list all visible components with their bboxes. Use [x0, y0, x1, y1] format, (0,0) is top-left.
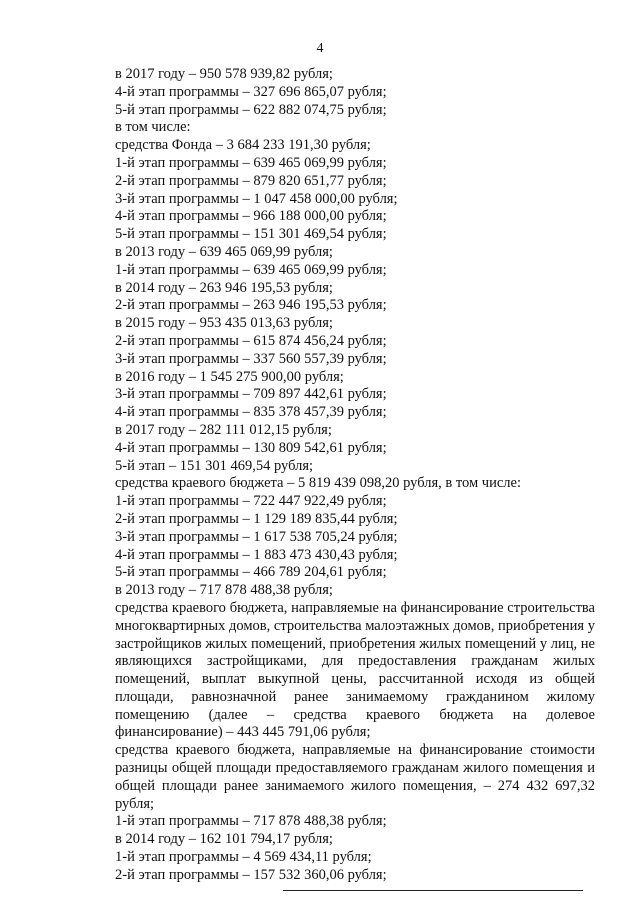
- text-line: 2-й этап программы – 263 946 195,53 рубля;: [115, 297, 387, 314]
- text-line: 3-й этап программы – 709 897 442,61 рубля;: [115, 386, 387, 403]
- paragraph-shared-funding: средства краевого бюджета, направляемые на финансирование строительства многоквартирных домов, строительства малоэтажных домов, приобретения у застройщиков жилых помещений, приобретения жилых помещений у лиц, не являющихся застройщиками, для предоставления гражданам жилых помещений, выплат выкупной цены, рассчитанной исходя из общей площади, равнозначной ранее занимаемому гражданином жилому помещению (далее – средства краевого бюджета на долевое финансирование) – 443 445 791,06 рубля;: [115, 599, 595, 741]
- text-line: в 2016 году – 1 545 275 900,00 рубля;: [115, 368, 344, 385]
- text-line: 1-й этап программы – 4 569 434,11 рубля;: [115, 849, 372, 866]
- text-line: 3-й этап программы – 337 560 557,39 рубля;: [115, 350, 387, 367]
- text-line: 1-й этап программы – 639 465 069,99 рубля;: [115, 261, 387, 278]
- text-line: в 2017 году – 950 578 939,82 рубля;: [115, 66, 333, 82]
- text-line: 3-й этап программы – 1 617 538 705,24 рубля;: [115, 528, 398, 545]
- text-line: 2-й этап программы – 1 129 189 835,44 рубля;: [115, 510, 398, 527]
- text-line: 4-й этап программы – 835 378 457,39 рубля;: [115, 404, 387, 421]
- page-number: 4: [316, 41, 324, 56]
- text-line: 4-й этап программы – 327 696 865,07 рубля;: [115, 83, 387, 100]
- text-line: 3-й этап программы – 1 047 458 000,00 рубля;: [115, 190, 398, 207]
- text-line: 4-й этап программы – 966 188 000,00 рубля;: [115, 208, 387, 225]
- text-line: 5-й этап программы – 466 789 204,61 рубля;: [115, 564, 387, 581]
- text-line: в 2017 году – 282 111 012,15 рубля;: [115, 421, 332, 438]
- text-line: в 2014 году – 162 101 794,17 рубля;: [115, 831, 333, 848]
- text-line: 5-й этап программы – 622 882 074,75 рубля;: [115, 101, 387, 118]
- text-line: 2-й этап программы – 157 532 360,06 рубля;: [115, 866, 387, 883]
- text-line: средства краевого бюджета – 5 819 439 098,20 рубля, в том числе:: [115, 475, 521, 492]
- text-line: в 2013 году – 717 878 488,38 рубля;: [115, 582, 333, 599]
- text-line: 4-й этап программы – 130 809 542,61 рубля;: [115, 439, 387, 456]
- text-line: 5-й этап программы – 151 301 469,54 рубля;: [115, 226, 387, 243]
- text-line: 2-й этап программы – 615 874 456,24 рубля;: [115, 332, 387, 349]
- text-line: в 2013 году – 639 465 069,99 рубля;: [115, 243, 333, 260]
- text-line: средства Фонда – 3 684 233 191,30 рубля;: [115, 137, 371, 154]
- text-line: 1-й этап программы – 717 878 488,38 рубля;: [115, 813, 387, 830]
- text-line: в том числе:: [115, 119, 191, 136]
- text-line: 1-й этап программы – 722 447 922,49 рубля;: [115, 493, 387, 510]
- document-body: [115, 66, 595, 885]
- text-line: 5-й этап – 151 301 469,54 рубля;: [115, 457, 314, 474]
- footer-divider: [283, 890, 583, 891]
- top-lines-block: [115, 66, 595, 600]
- text-line: 4-й этап программы – 1 883 473 430,43 рубля;: [115, 546, 398, 563]
- text-line: в 2014 году – 263 946 195,53 рубля;: [115, 279, 333, 296]
- bottom-lines-block: [115, 813, 595, 884]
- text-line: в 2015 году – 953 435 013,63 рубля;: [115, 315, 333, 332]
- paragraph-area-difference: средства краевого бюджета, направляемые на финансирование стоимости разницы общей площади предоставляемого гражданам жилого помещения и общей площади ранее занимаемого жилого помещения, – 274 432 697,32 рубля;: [115, 742, 595, 812]
- text-line: 1-й этап программы – 639 465 069,99 рубля;: [115, 154, 387, 171]
- text-line: 2-й этап программы – 879 820 651,77 рубля;: [115, 172, 387, 189]
